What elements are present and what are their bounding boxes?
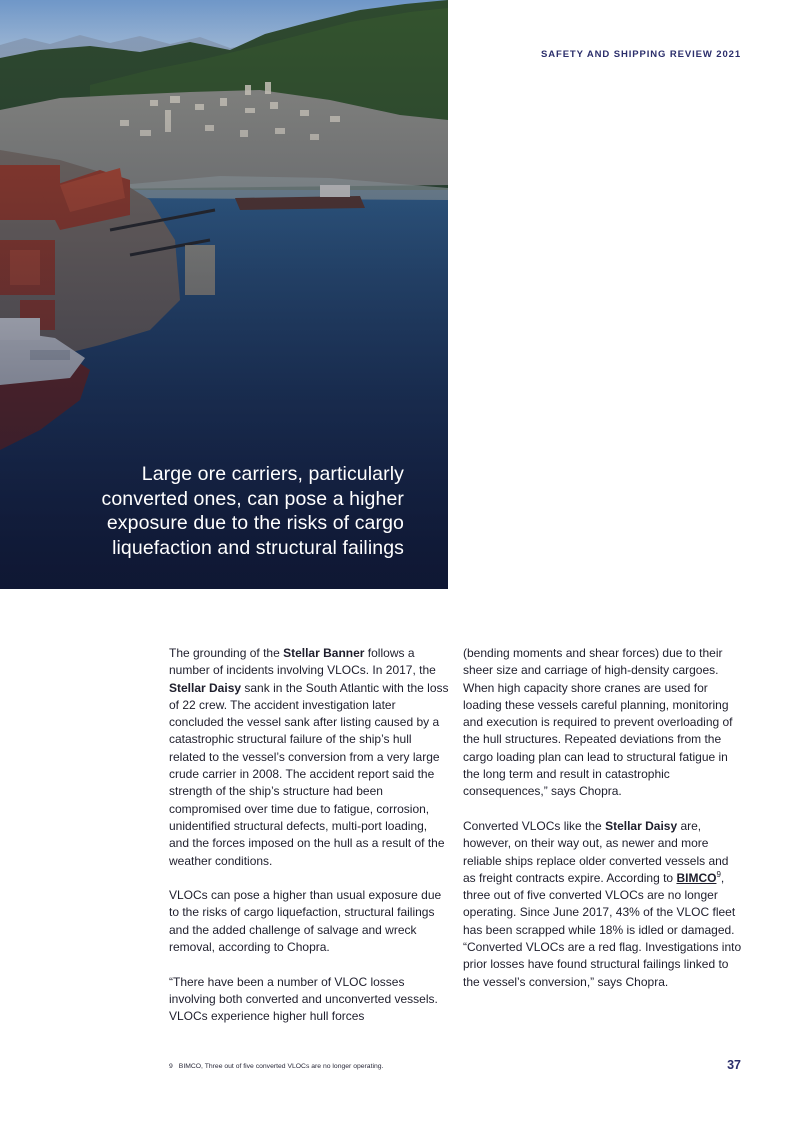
hero-caption: Large ore carriers, particularly converted ones, can pose a higher exposure due to the risks of cargo liquefaction and structural failings <box>101 463 404 559</box>
body-column-right <box>463 645 743 1008</box>
body-column-left <box>169 645 449 1043</box>
paragraph: “There have been a number of VLOC losses involving both converted and unconverted vessels. VLOCs experience higher hull forces <box>169 974 438 1024</box>
vessel-name: Stellar Daisy <box>605 818 678 833</box>
footnote-ref[interactable]: 9 <box>716 869 721 879</box>
paragraph: VLOCs can pose a higher than usual exposure due to the risks of cargo liquefaction, structural failings and the added challenge of salvage and wreck removal, according to Chopra. <box>169 888 442 955</box>
vessel-name: Stellar Daisy <box>169 680 242 695</box>
paragraph: The grounding of the Stellar Banner follows a number of incidents involving VLOCs. In 2017, the Stellar Daisy sank in the South Atlantic with the loss of 22 crew. The accident investigation later concluded the vessel sank after listing caused by a catastrophic structural failure of the ship’s hull related to the vessel’s conversion from a very large crude carrier in 2008. The accident report said the strength of the ship’s structure had been compromised over time due to fatigue, corrosion, unidentified structural defects, multi-port loading, and the forces imposed on the hull as a result of the weather conditions. <box>169 646 449 868</box>
vessel-name: Stellar Banner <box>283 646 365 660</box>
hero-photo <box>0 0 448 589</box>
paragraph: (bending moments and shear forces) due to their sheer size and carriage of high-density cargoes. When high capacity shore cranes are used for loading these vessels careful planning, monitoring and execution is required to prevent overloading of the hull structures. Repeated deviations from the cargo loading plan can lead to structural fatigue in the long term and result in catastrophic consequences,” says Chopra. <box>463 646 733 799</box>
bimco-link[interactable]: BIMCO <box>676 870 717 885</box>
running-header: SAFETY AND SHIPPING REVIEW 2021 <box>541 49 741 60</box>
footnote <box>169 1063 383 1070</box>
page-number: 37 <box>727 1058 741 1072</box>
footnote-number: 9 <box>169 1063 173 1070</box>
footnote-text: BIMCO, Three out of five converted VLOCs are no longer operating. <box>178 1063 384 1070</box>
paragraph: Converted VLOCs like the Stellar Daisy are, however, on their way out, as newer and more reliable ships replace older converted vessels and as freight contracts expire. According to BIMCO$^9$, three out of five converted VLOCs are no longer operating. Since June 2017, 43% of the VLOC fleet has been scrapped while 18% is idled or damaged. “Converted VLOCs are a red flag. Investigations into prior losses have found structural failings linked to the vessel’s conversion,” says Chopra. <box>463 818 742 989</box>
